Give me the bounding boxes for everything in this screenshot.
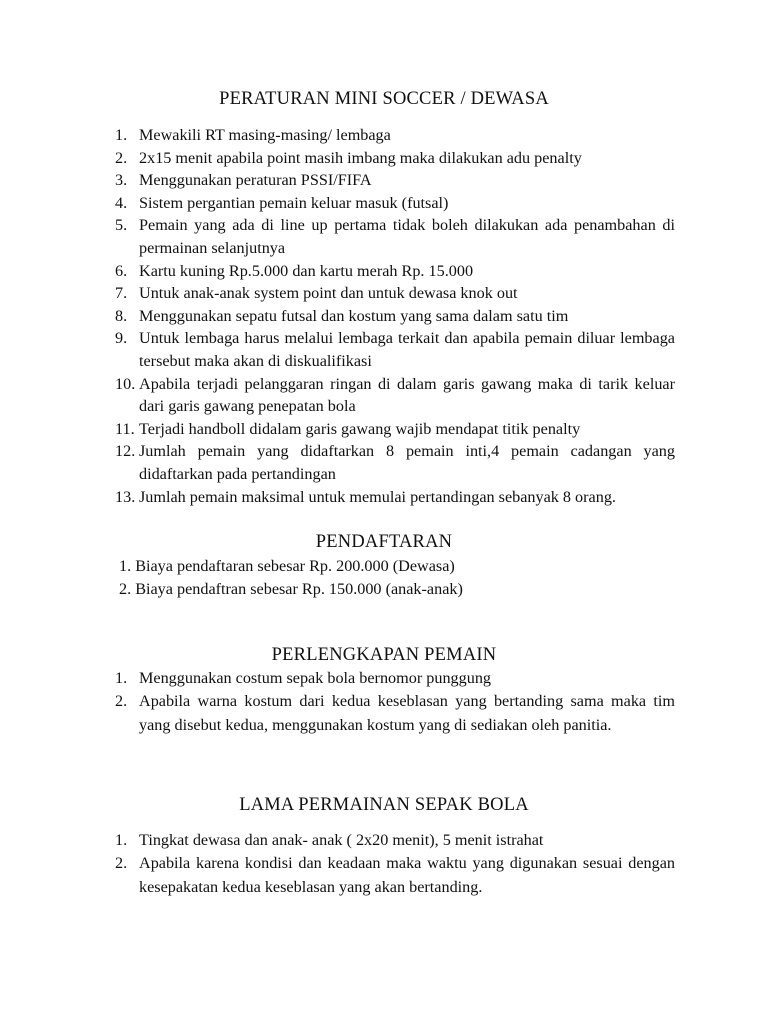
list-item [115,667,675,690]
rules-list [115,124,675,508]
list-item [115,192,675,215]
pendaftaran-list [119,555,679,600]
item-text: 2x15 menit apabila point masih imbang maka dilakukan adu penalty [139,148,582,167]
item-number: 1. [115,669,128,687]
list-item: 2. Biaya pendaftran sebesar Rp. 150.000 (anak-anak) [119,579,463,598]
list-item [115,440,675,485]
item-text: Mewakili RT masing-masing/ lembaga [139,126,391,144]
section-title-peraturan: PERATURAN MINI SOCCER / DEWASA [219,89,549,109]
item-number: 5. [115,216,128,235]
item-text: Apabila warna kostum dari kedua keseblasan yang bertanding sama maka tim yang disebut kedua, menggunakan kostum yang di sediakan oleh panitia. [139,692,675,734]
list-item [115,305,675,328]
item-number: 10. [115,374,136,393]
list-item [115,327,675,372]
list-item: 1. Biaya pendaftaran sebesar Rp. 200.000 (Dewasa) [119,557,455,575]
item-text: Pemain yang ada di line up pertama tidak boleh dilakukan ada penambahan di permainan selanjutnya [139,216,675,257]
list-item [115,214,675,259]
item-text: Menggunakan sepatu futsal dan kostum yang sama dalam satu tim [139,306,569,325]
item-number: 1. [115,126,128,144]
list-item [115,486,675,509]
section-title-perlengkapan: PERLENGKAPAN PEMAIN [271,645,497,665]
item-number: 8. [115,306,128,325]
list-item [115,852,675,899]
perlengkapan-list [115,667,675,737]
item-number: 6. [115,261,128,280]
item-number: 2. [115,692,128,711]
item-number: 12. [115,442,136,461]
list-item [115,690,675,737]
list-item [115,260,675,283]
item-number: 4. [115,193,128,212]
item-number: 13. [115,487,136,506]
item-text: Menggunakan costum sepak bola bernomor punggung [139,669,492,687]
item-number: 7. [115,284,128,303]
item-number: 9. [115,329,128,348]
lama-permainan-list [115,829,675,899]
item-text: Apabila karena kondisi dan keadaan maka waktu yang digunakan sesuai dengan kesepakatan kedua keseblasan yang akan bertanding. [139,854,675,896]
item-text: Tingkat dewasa dan anak- anak ( 2x20 menit), 5 menit istrahat [139,831,544,849]
list-item [115,169,675,192]
item-number: 1. [115,831,128,849]
section-title-pendaftaran: PENDAFTARAN [315,532,453,552]
item-text: Jumlah pemain maksimal untuk memulai pertandingan sebanyak 8 orang. [139,487,616,506]
item-number: 2. [115,854,128,873]
list-item [115,373,675,418]
item-number: 3. [115,171,128,190]
item-number: 11. [115,419,135,438]
list-item [115,829,675,852]
list-item [115,124,675,147]
item-text: Untuk anak-anak system point dan untuk dewasa knok out [139,284,518,303]
list-item [115,147,675,170]
item-text: Kartu kuning Rp.5.000 dan kartu merah Rp. 15.000 [139,261,474,280]
list-item [115,282,675,305]
item-text: Sistem pergantian pemain keluar masuk (futsal) [139,193,449,212]
item-text: Terjadi handboll didalam garis gawang wajib mendapat titik penalty [139,419,581,438]
section-title-lama-permainan: LAMA PERMAINAN SEPAK BOLA [239,795,529,815]
list-item [115,418,675,441]
item-text: Menggunakan peraturan PSSI/FIFA [139,171,372,190]
item-text: Apabila terjadi pelanggaran ringan di dalam garis gawang maka di tarik keluar dari garis gawang penepatan bola [139,374,675,416]
item-number: 2. [115,148,128,167]
item-text: Untuk lembaga harus melalui lembaga terkait dan apabila pemain diluar lembaga tersebut maka akan di diskualifikasi [139,329,675,370]
item-text: Jumlah pemain yang didaftarkan 8 pemain inti,4 pemain cadangan yang didaftarkan pada pertandingan [139,442,675,483]
